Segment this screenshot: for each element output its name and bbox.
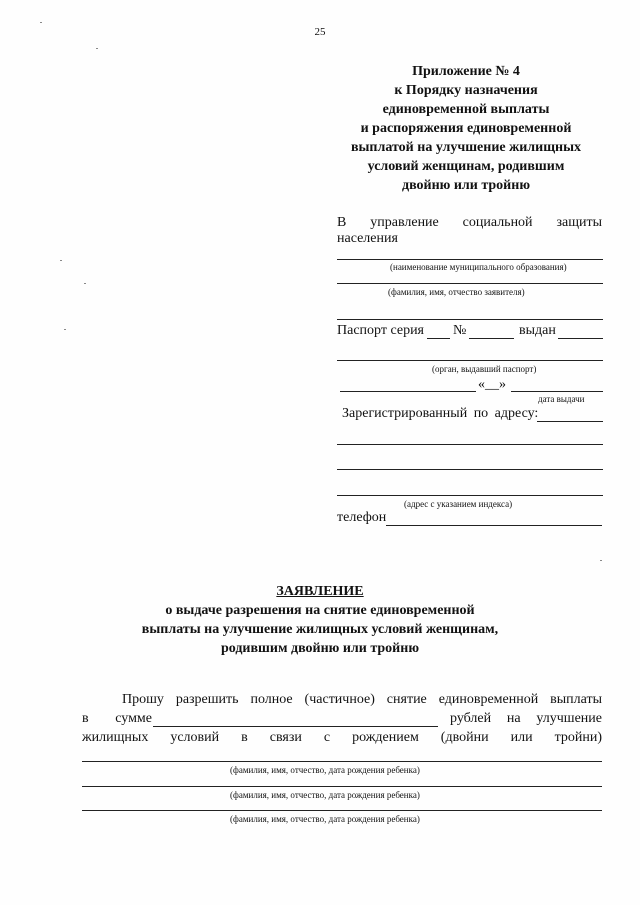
appendix-line: Приложение № 4 (412, 64, 520, 79)
address-field-4[interactable] (337, 495, 603, 496)
title-heading-text: ЗАЯВЛЕНИЕ (276, 584, 364, 599)
issuer-caption: (орган, выдавший паспорт) (432, 364, 537, 374)
municipality-field[interactable] (337, 259, 603, 260)
passport-issued-label: выдан (519, 323, 556, 338)
scan-speck (64, 329, 66, 330)
child-field-2[interactable] (82, 786, 602, 787)
phone-label: телефон (337, 510, 387, 525)
address-field[interactable] (537, 421, 603, 422)
appendix-line: к Порядку назначения (394, 83, 538, 98)
passport-number-field[interactable] (469, 338, 514, 339)
passport-series-label: Паспорт серия (337, 323, 424, 338)
applicant-name-field[interactable] (337, 283, 603, 284)
document-title (0, 582, 640, 658)
passport-series-field[interactable] (427, 338, 450, 339)
applicant-name-field-2[interactable] (337, 319, 603, 320)
body-line-2-end: рублей на улучшение (450, 711, 602, 726)
amount-field[interactable] (153, 726, 438, 727)
page-number: 25 (314, 26, 326, 38)
child-field-3[interactable] (82, 810, 602, 811)
issue-date-year-field[interactable] (511, 391, 603, 392)
scan-speck (60, 260, 62, 261)
passport-number-label: № (453, 323, 467, 338)
issue-date-field[interactable] (340, 391, 476, 392)
address-field-3[interactable] (337, 469, 603, 470)
scan-speck (96, 48, 98, 49)
body-line-1: Прошу разрешить полное (частичное) снятие единовременной выплаты (122, 692, 602, 707)
registered-label: Зарегистрированный по адресу: (342, 406, 539, 421)
title-line: выплаты на улучшение жилищных условий женщинам, (141, 622, 499, 637)
title-line: родившим двойню или тройню (220, 641, 420, 656)
issue-date-quote: «__» (478, 377, 506, 392)
addressee-line: В управление социальной защиты (337, 215, 602, 230)
scan-speck (600, 560, 602, 561)
child-caption-2: (фамилия, имя, отчество, дата рождения ребенка) (230, 790, 420, 800)
municipality-caption: (наименование муниципального образования) (390, 262, 567, 272)
child-caption-3: (фамилия, имя, отчество, дата рождения ребенка) (230, 814, 420, 824)
address-field-2[interactable] (337, 444, 603, 445)
address-caption: (адрес с указанием индекса) (404, 499, 513, 509)
appendix-line: и распоряжения единовременной (360, 121, 572, 136)
body-line-2-start: в сумме (82, 711, 152, 726)
issue-date-caption: дата выдачи (538, 394, 585, 404)
appendix-line: единовременной выплаты (382, 102, 550, 117)
body-line-3: жилищных условий в связи с рождением (двойни или тройни) (82, 730, 602, 745)
scan-speck (40, 22, 42, 23)
issuer-field[interactable] (337, 360, 603, 361)
child-field-1[interactable] (82, 761, 602, 762)
addressee-line-2: населения (337, 231, 398, 246)
appendix-header (318, 62, 614, 195)
scan-speck (84, 283, 86, 284)
appendix-line: выплатой на улучшение жилищных (350, 140, 582, 155)
passport-issued-field[interactable] (558, 338, 603, 339)
appendix-line: двойню или тройню (401, 178, 531, 193)
appendix-line: условий женщинам, родившим (367, 159, 565, 174)
child-caption-1: (фамилия, имя, отчество, дата рождения ребенка) (230, 765, 420, 775)
phone-field[interactable] (386, 525, 602, 526)
title-heading (0, 582, 640, 601)
title-line: о выдаче разрешения на снятие единовременной (165, 603, 475, 618)
applicant-caption: (фамилия, имя, отчество заявителя) (388, 287, 525, 297)
